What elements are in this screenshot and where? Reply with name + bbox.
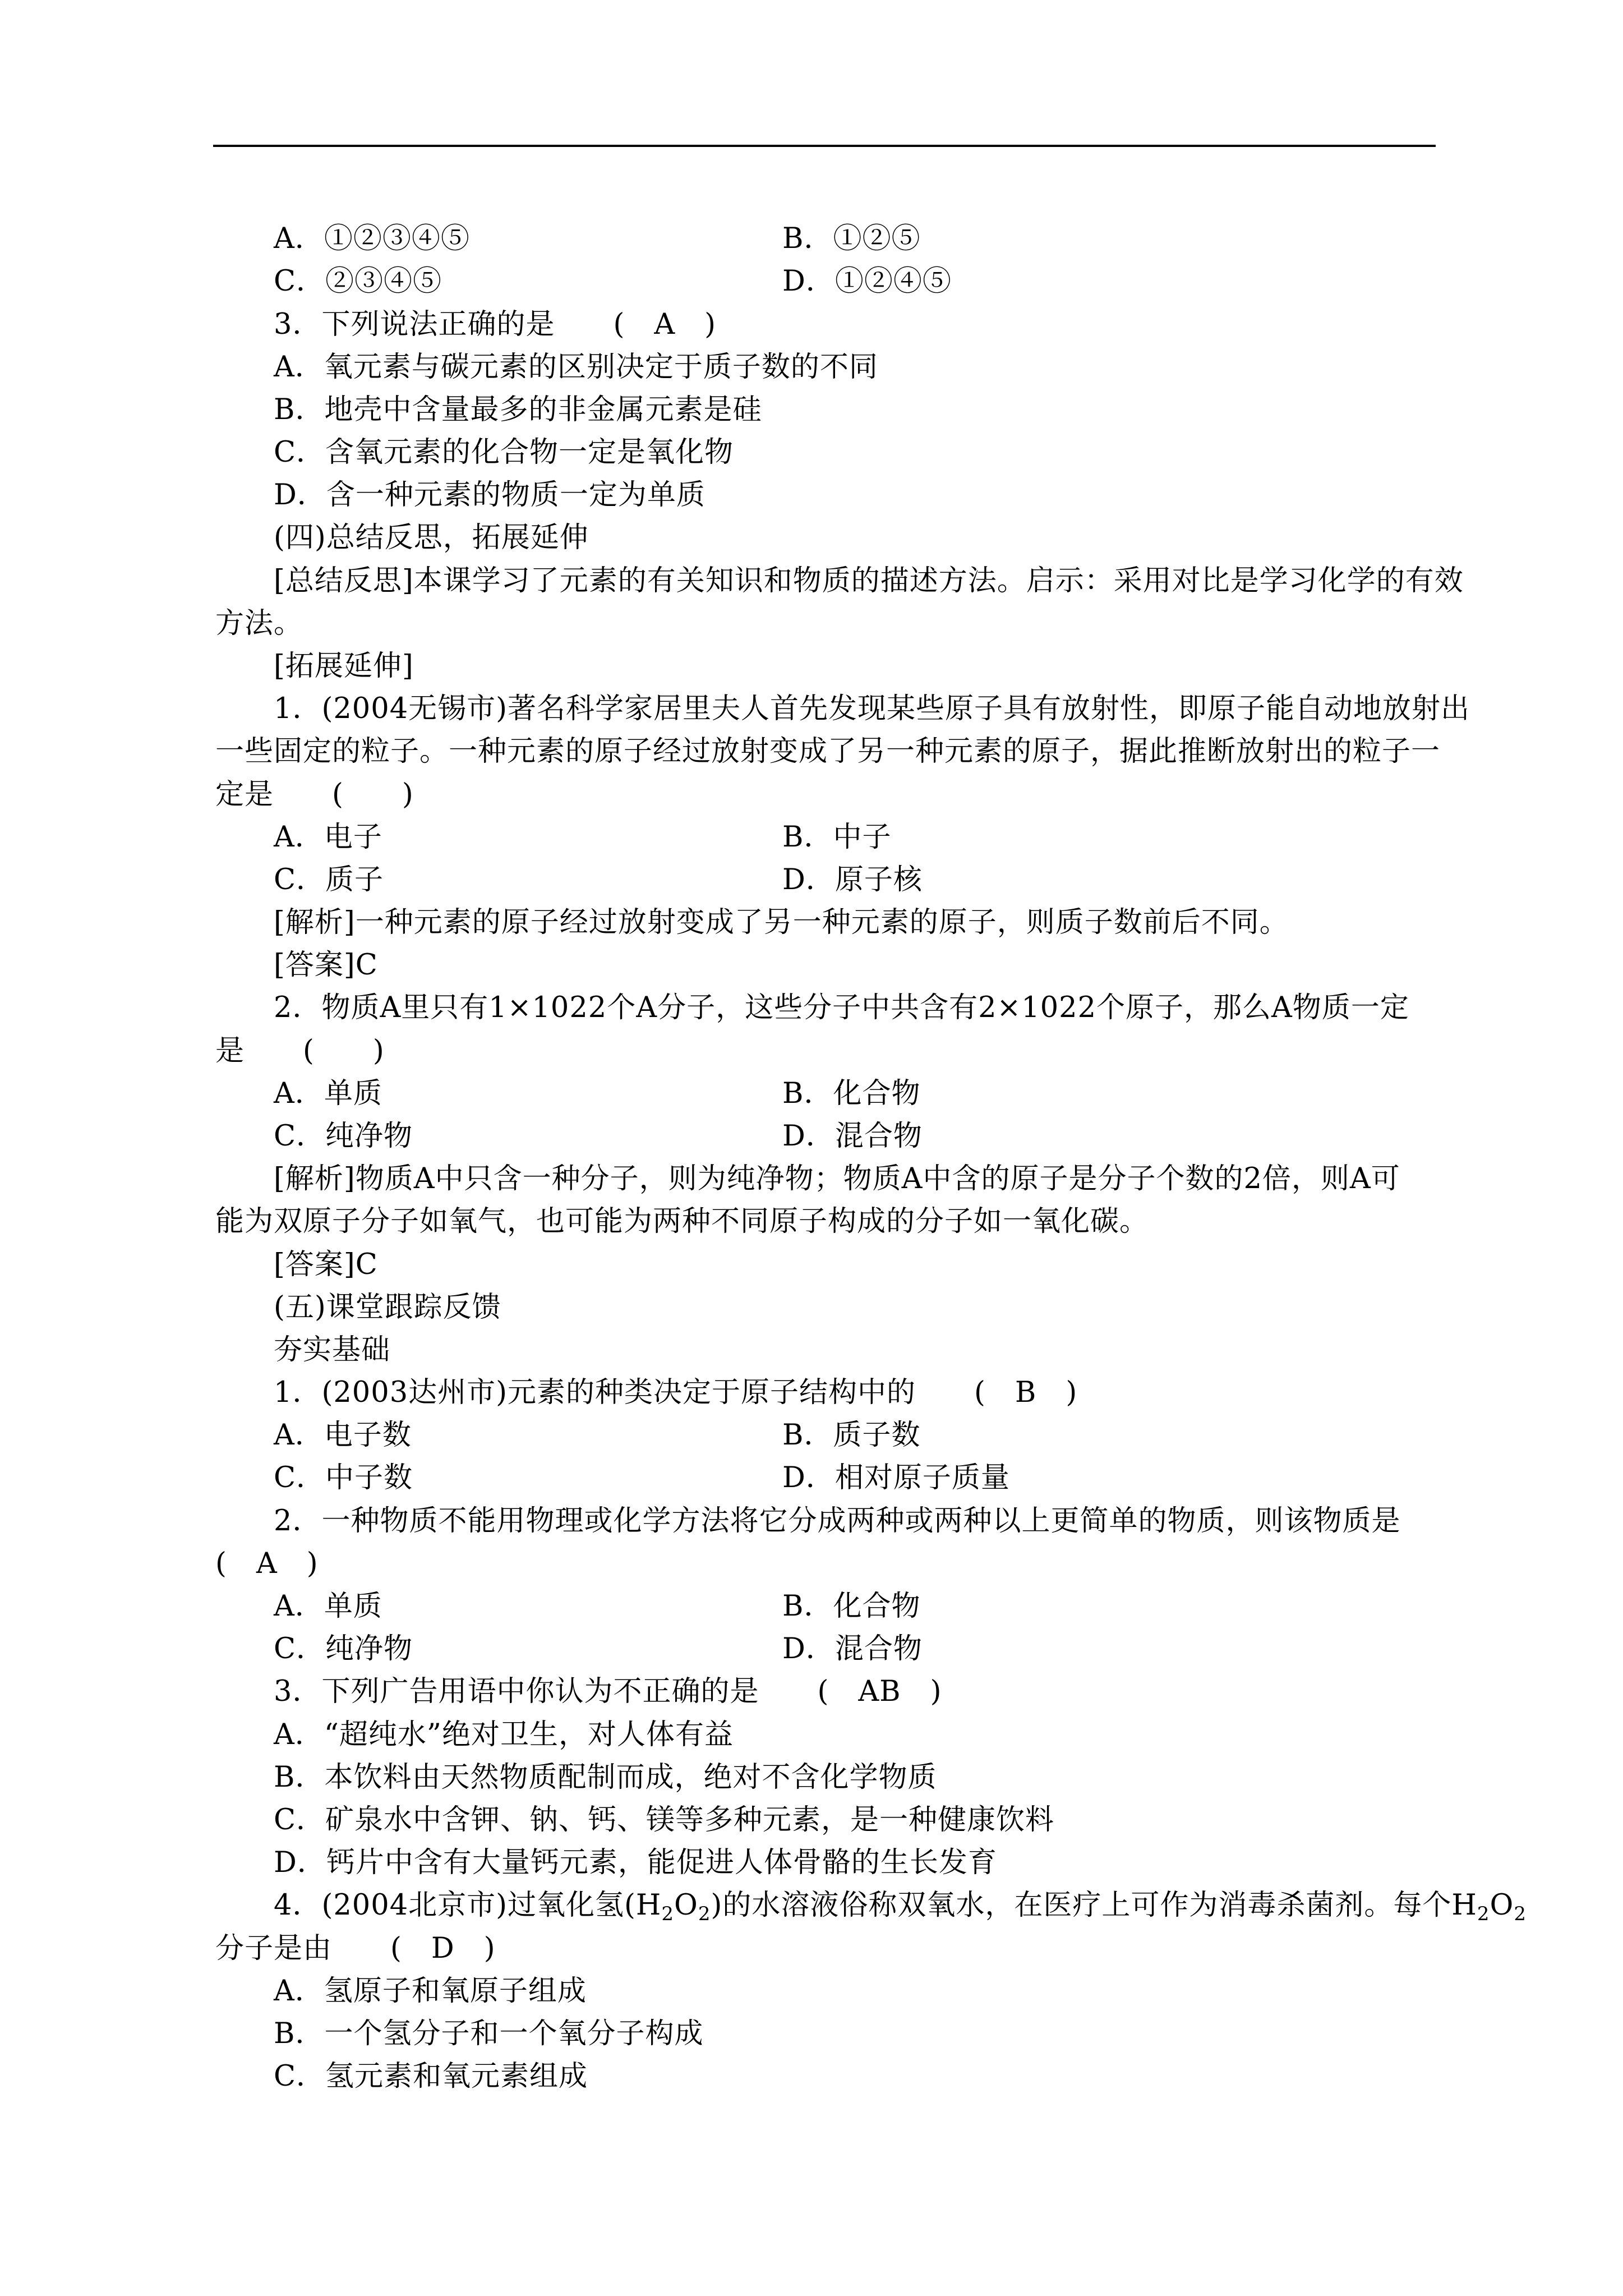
option-a: A．电子数 [274, 1419, 412, 1452]
option-d: D．原子核 [782, 863, 923, 896]
option-b: B．化合物 [782, 1590, 921, 1623]
option-b: B．本饮料由天然物质配制而成，绝对不含化学物质 [274, 1761, 937, 1794]
answer-text: [答案]C [274, 1248, 378, 1281]
option-d: D．①②④⑤ [782, 265, 952, 298]
analysis-text: [解析]一种元素的原子经过放射变成了另一种元素的原子，则质子数前后不同。 [274, 906, 1289, 939]
text-fragment: )的水溶液俗称双氧水，在医疗上可作为消毒杀菌剂。每个H [711, 1889, 1477, 1922]
option-b: B．①②⑤ [782, 222, 921, 255]
option-b: B．质子数 [782, 1419, 921, 1452]
option-b: B．化合物 [782, 1077, 921, 1110]
option-a: A．单质 [274, 1590, 382, 1623]
text-fragment: 4．(2004北京市)过氧化氢(H [274, 1889, 662, 1922]
option-c: C．质子 [274, 863, 384, 896]
section-heading: (五)课堂跟踪反馈 [274, 1291, 501, 1324]
text-fragment: O [1490, 1889, 1514, 1922]
question-1-line: 一些固定的粒子。一种元素的原子经过放射变成了另一种元素的原子，据此推断放射出的粒子一 [215, 735, 1441, 768]
option-c: C．②③④⑤ [274, 265, 442, 298]
question-1-line: 定是 ( ) [215, 778, 414, 811]
section-heading: (四)总结反思，拓展延伸 [274, 521, 589, 554]
question-1-line: 1．(2004无锡市)著名科学家居里夫人首先发现某些原子具有放射性，即原子能自动地放射出 [274, 692, 1470, 725]
answer-text: [答案]C [274, 949, 378, 982]
option-d: D．混合物 [782, 1120, 923, 1153]
question-2-line: 2．物质A里只有1×1022个A分子，这些分子中共含有2×1022个原子，那么A物质一定 [274, 991, 1409, 1024]
analysis-text: [解析]物质A中只含一种分子，则为纯净物；物质A中含的原子是分子个数的2倍，则A可 [274, 1162, 1400, 1195]
option-a: A．电子 [274, 821, 382, 854]
subsection-label: 夯实基础 [274, 1333, 391, 1366]
option-c: C．氢元素和氧元素组成 [274, 2060, 588, 2093]
text-fragment: O [674, 1889, 698, 1922]
option-d: D．相对原子质量 [782, 1461, 1010, 1494]
subscript: 2 [1514, 1903, 1527, 1925]
option-d: D．钙片中含有大量钙元素，能促进人体骨骼的生长发育 [274, 1846, 997, 1879]
paragraph-line: [总结反思]本课学习了元素的有关知识和物质的描述方法。启示：采用对比是学习化学的有效 [274, 564, 1464, 597]
option-a: A．单质 [274, 1077, 382, 1110]
option-a: A．氧元素与碳元素的区别决定于质子数的不同 [274, 351, 878, 384]
option-d: D．含一种元素的物质一定为单质 [274, 478, 706, 512]
question-3: 3．下列说法正确的是 ( A ) [274, 308, 717, 341]
option-c: C．矿泉水中含钾、钠、钙、镁等多种元素，是一种健康饮料 [274, 1803, 1055, 1837]
subsection-label: [拓展延伸] [274, 650, 414, 683]
analysis-text: 能为双原子分子如氧气，也可能为两种不同原子构成的分子如一氧化碳。 [215, 1205, 1149, 1238]
question-1-line: 1．(2003达州市)元素的种类决定于原子结构中的 ( B ) [274, 1376, 1078, 1409]
option-b: B．地壳中含量最多的非金属元素是硅 [274, 393, 762, 426]
option-c: C．纯净物 [274, 1120, 413, 1153]
subscript: 2 [661, 1903, 675, 1925]
subscript: 2 [1477, 1903, 1490, 1925]
question-2-line: 是 ( ) [215, 1034, 385, 1068]
question-3: 3．下列广告用语中你认为不正确的是 ( AB ) [274, 1675, 942, 1708]
option-c: C．含氧元素的化合物一定是氧化物 [274, 436, 734, 469]
option-a: A．氢原子和氧原子组成 [274, 1975, 587, 2008]
option-d: D．混合物 [782, 1632, 923, 1665]
option-b: B．中子 [782, 821, 892, 854]
question-4-line: 分子是由 ( D ) [215, 1932, 496, 1965]
option-c: C．中子数 [274, 1461, 413, 1494]
option-c: C．纯净物 [274, 1632, 413, 1665]
question-2-line: ( A ) [215, 1547, 319, 1580]
paragraph-line: 方法。 [215, 607, 303, 640]
subscript: 2 [698, 1903, 711, 1925]
question-4-line [274, 1889, 1527, 1925]
option-a: A．①②③④⑤ [274, 222, 470, 255]
option-a: A．“超纯水”绝对卫生，对人体有益 [274, 1718, 734, 1751]
question-2-line: 2．一种物质不能用物理或化学方法将它分成两种或两种以上更简单的物质，则该物质是 [274, 1504, 1401, 1538]
option-b: B．一个氢分子和一个氧分子构成 [274, 2017, 704, 2050]
